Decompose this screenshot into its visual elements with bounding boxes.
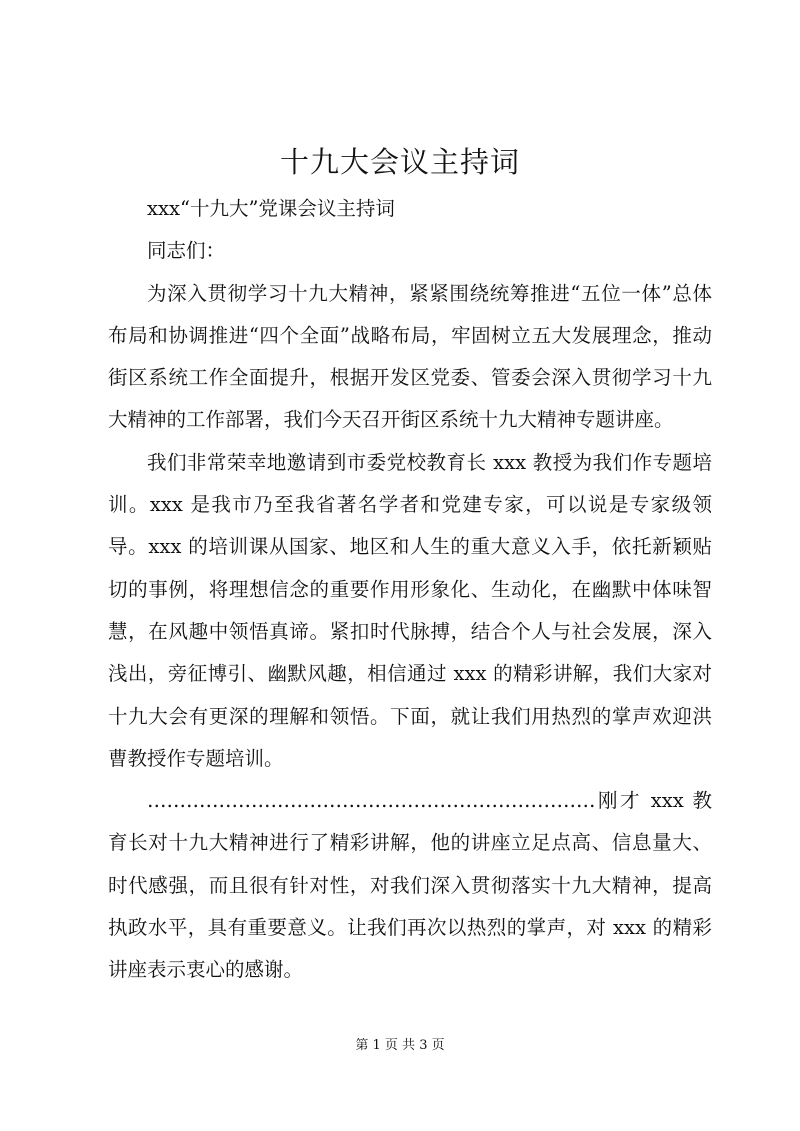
page-number-footer: 第 1 页 共 3 页 bbox=[355, 1038, 445, 1053]
body-paragraph-2: 我们非常荣幸地邀请到市委党校教育长 xxx 教授为我们作专题培训。xxx 是我市乃至我省著名学者和党建专家，可以说是专家级领导。xxx 的培训课从国家、地区和人生的重大意义入手，依托新颖贴切的事例，将理想信念的重要作用形象化、生动化，在幽默中体味智慧，在风趣中领悟真谛。紧扣时代脉搏，结合个人与社会发展，深入浅出，旁征博引、幽默风趣，相信通过 xxx 的精彩讲解，我们大家对十九大会有更深的理解和领悟。下面，就让我们用热烈的掌声欢迎洪曹教授作专题培训。 bbox=[108, 450, 712, 770]
document-body bbox=[108, 188, 712, 992]
body-paragraph-3: ……………………………………………………………刚才 xxx 教育长对十九大精神进行了精彩讲解，他的讲座立足点高、信息量大、时代感强，而且很有针对性，对我们深入贯彻落实十九大精神，提高执政水平，具有重要意义。让我们再次以热烈的掌声，对 xxx 的精彩讲座表示衷心的感谢。 bbox=[108, 789, 712, 982]
document-title: 十九大会议主持词 bbox=[279, 145, 520, 179]
subtitle-paragraph: xxx“十九大”党课会议主持词 bbox=[147, 197, 395, 220]
greeting-paragraph: 同志们： bbox=[147, 239, 226, 263]
body-paragraph-1: 为深入贯彻学习十九大精神，紧紧围绕统筹推进“五位一体”总体布局和协调推进“四个全面”战略布局，牢固树立五大发展理念，推动街区系统工作全面提升，根据开发区党委、管委会深入贯彻学习十九大精神的工作部署，我们今天召开街区系统十九大精神专题讲座。 bbox=[108, 281, 712, 432]
